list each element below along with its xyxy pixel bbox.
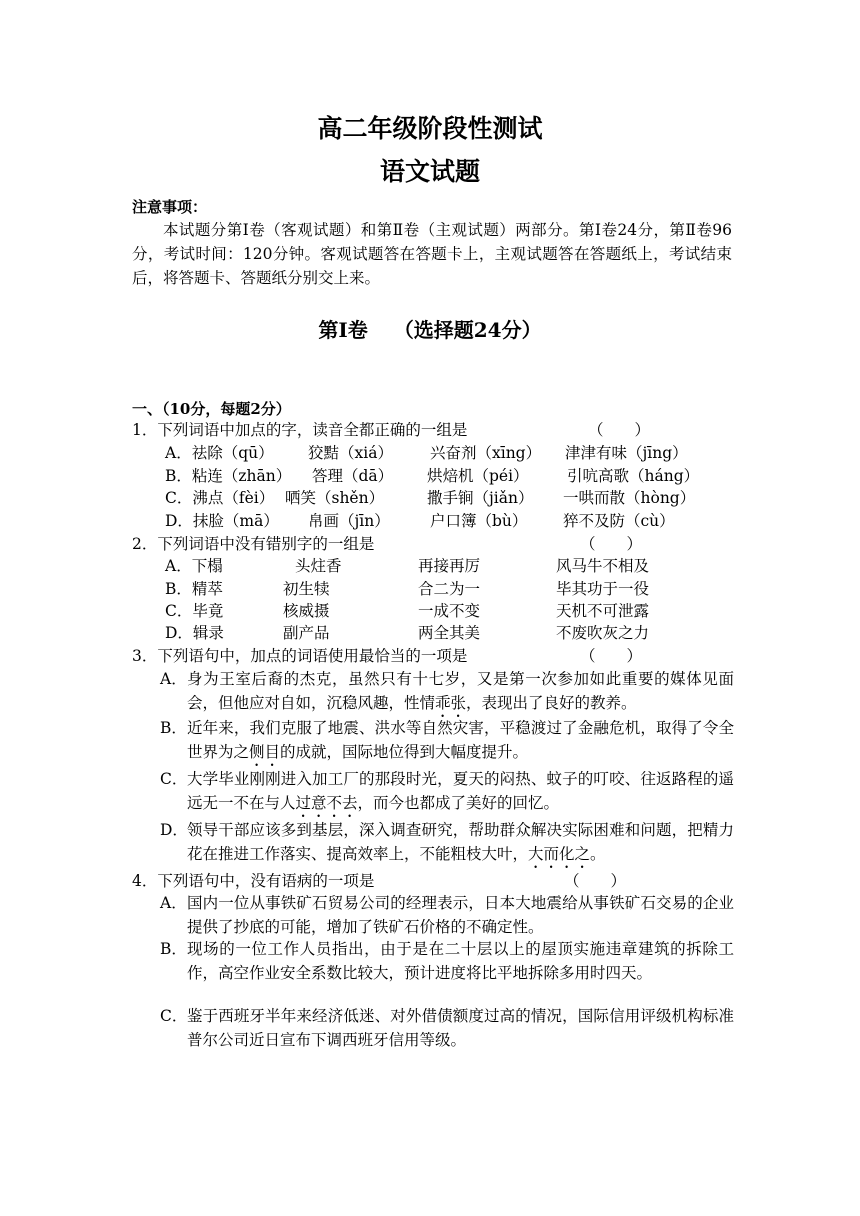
option-item: 哂笑（shěn） [285,489,385,507]
option-item: 猝不及防（cù） [563,512,675,530]
option-item: A．下榻 [165,557,223,575]
option-label: B． [160,940,187,958]
option-text: 领导干部应该多到基层，深入调查研究，帮助群众解决实际困难和问题，把精力花在推进工作落实、提高效率上，不能粗枝大叶， [187,821,734,863]
part-heading [0,315,860,345]
question-4-stem [132,870,627,892]
option-label: D． [160,821,188,839]
question-4-option-a [160,891,734,939]
part-desc: （选择题24分） [393,318,542,342]
question-4-option-b [160,937,734,985]
question-2-answer-bracket: （ ） [580,535,643,553]
question-3-option-b [160,716,734,770]
page-title: 高二年级阶段性测试 [317,114,543,143]
emphasized-term: 大而化之 [528,845,591,863]
option-item: 引吭高歌（háng） [567,467,700,485]
option-item: 户口簿（bù） [430,512,528,530]
option-label: A． [160,670,187,688]
notice-heading: 注意事项： [132,198,208,216]
option-text: 现场的一位工作人员指出，由于是在二十层以上的屋顶实施违章建筑的拆除工作，高空作业安全系数比较大，预计进度将比平地拆除多用时四天。 [187,940,734,982]
option-item: 副产品 [283,624,330,642]
option-item: 一成不变 [418,602,481,620]
question-1-text: 1．下列词语中加点的字，读音全都正确的一组是 [132,421,468,439]
section-heading: 一、（10分，每题2分） [132,400,291,418]
option-item: 头炷香 [295,557,342,575]
question-3-text: 3．下列语句中，加点的词语使用最恰当的一项是 [132,647,468,665]
option-item: D．辑录 [165,624,224,642]
option-item: A．祛除（qū） [165,444,274,462]
option-text: 大学毕业刚刚进入加工厂的那段时光，夏天的闷热、蚊子的叮咬、往返路程的遥远无一不在与人 [187,770,734,812]
question-2-stem [132,533,643,555]
option-item: 兴奋剂（xīng） [430,444,542,462]
option-item: 天机不可泄露 [556,602,650,620]
option-text: 身为王室后裔的杰克，虽然只有十七岁，又是第一次参加如此重要的媒体见面会，但他应对自如，沉稳风趣，性情 [187,670,734,712]
question-3-answer-bracket: （ ） [580,647,643,665]
option-item: 帛画（jīn） [308,512,390,530]
option-item: 风马牛不相及 [556,557,650,575]
option-item: B．精萃 [165,580,223,598]
emphasized-term: 侧目 [249,743,281,761]
question-4-answer-bracket: （ ） [564,872,627,890]
option-item: 合二为一 [418,580,481,598]
option-item: 狡黠（xiá） [308,444,393,462]
option-item: 撒手锏（jiǎn） [427,489,534,507]
option-label: C． [160,770,188,788]
option-item: 津津有味（jīng） [565,444,688,462]
question-3-option-a [160,667,734,721]
option-text: 。 [590,845,606,863]
option-item: C．毕竟 [165,602,224,620]
option-item: 烘焙机（péi） [427,467,529,485]
option-text: 鉴于西班牙半年来经济低迷、对外借债额度过高的情况，国际信用评级机构标准普尔公司近日宣布下调西班牙信用等级。 [187,1007,734,1049]
option-label: B． [160,719,187,737]
question-4-text: 4．下列语句中，没有语病的一项是 [132,872,375,890]
part-name: 第Ⅰ卷 [318,318,368,342]
emphasized-term: 乖张 [435,694,467,712]
question-3-option-c [160,767,734,821]
question-3-option-d [160,818,734,872]
option-text: 的成就，国际地位得到大幅度提升。 [280,743,529,761]
option-label: C． [160,1007,188,1025]
option-item: 再接再厉 [418,557,481,575]
option-item: 答理（dā） [312,467,394,485]
question-1-stem [132,419,651,441]
emphasized-term: 过意不去 [295,794,358,812]
option-text: ，而今也都成了美好的回忆。 [357,794,560,812]
option-label: A． [160,894,187,912]
option-item: B．粘连（zhān） [165,467,292,485]
option-text: ，表现出了良好的教养。 [466,694,637,712]
option-item: C．沸点（fèi） [165,489,275,507]
option-item: 两全其美 [418,624,481,642]
question-2-text: 2．下列词语中没有错别字的一组是 [132,535,375,553]
page-subtitle: 语文试题 [379,157,480,186]
option-item: 核威摄 [283,602,330,620]
question-1-answer-bracket: （ ） [588,421,651,439]
question-3-stem [132,645,643,667]
option-item: D．抹脸（mā） [165,512,279,530]
option-text: 国内一位从事铁矿石贸易公司的经理表示，日本大地震给从事铁矿石交易的企业提供了抄底的可能，增加了铁矿石价格的不确定性。 [187,894,734,936]
question-4-option-c [160,1004,734,1052]
option-item: 不废吹灰之力 [556,624,650,642]
option-item: 初生犊 [283,580,330,598]
option-item: 一哄而散（hòng） [563,489,696,507]
option-item: 毕其功于一役 [556,580,650,598]
notice-body: 本试题分第Ⅰ卷（客观试题）和第Ⅱ卷（主观试题）两部分。第Ⅰ卷24分，第Ⅱ卷96分，考试时间：120分钟。客观试题答在答题卡上，主观试题答在答题纸上，考试结束后，将答题卡、答题纸分别交上来。 [132,221,732,287]
option-text: 近年来，我们克服了地震、洪水等自然灾害，平稳渡过了金融危机，取得了令全世界为之 [187,719,734,761]
